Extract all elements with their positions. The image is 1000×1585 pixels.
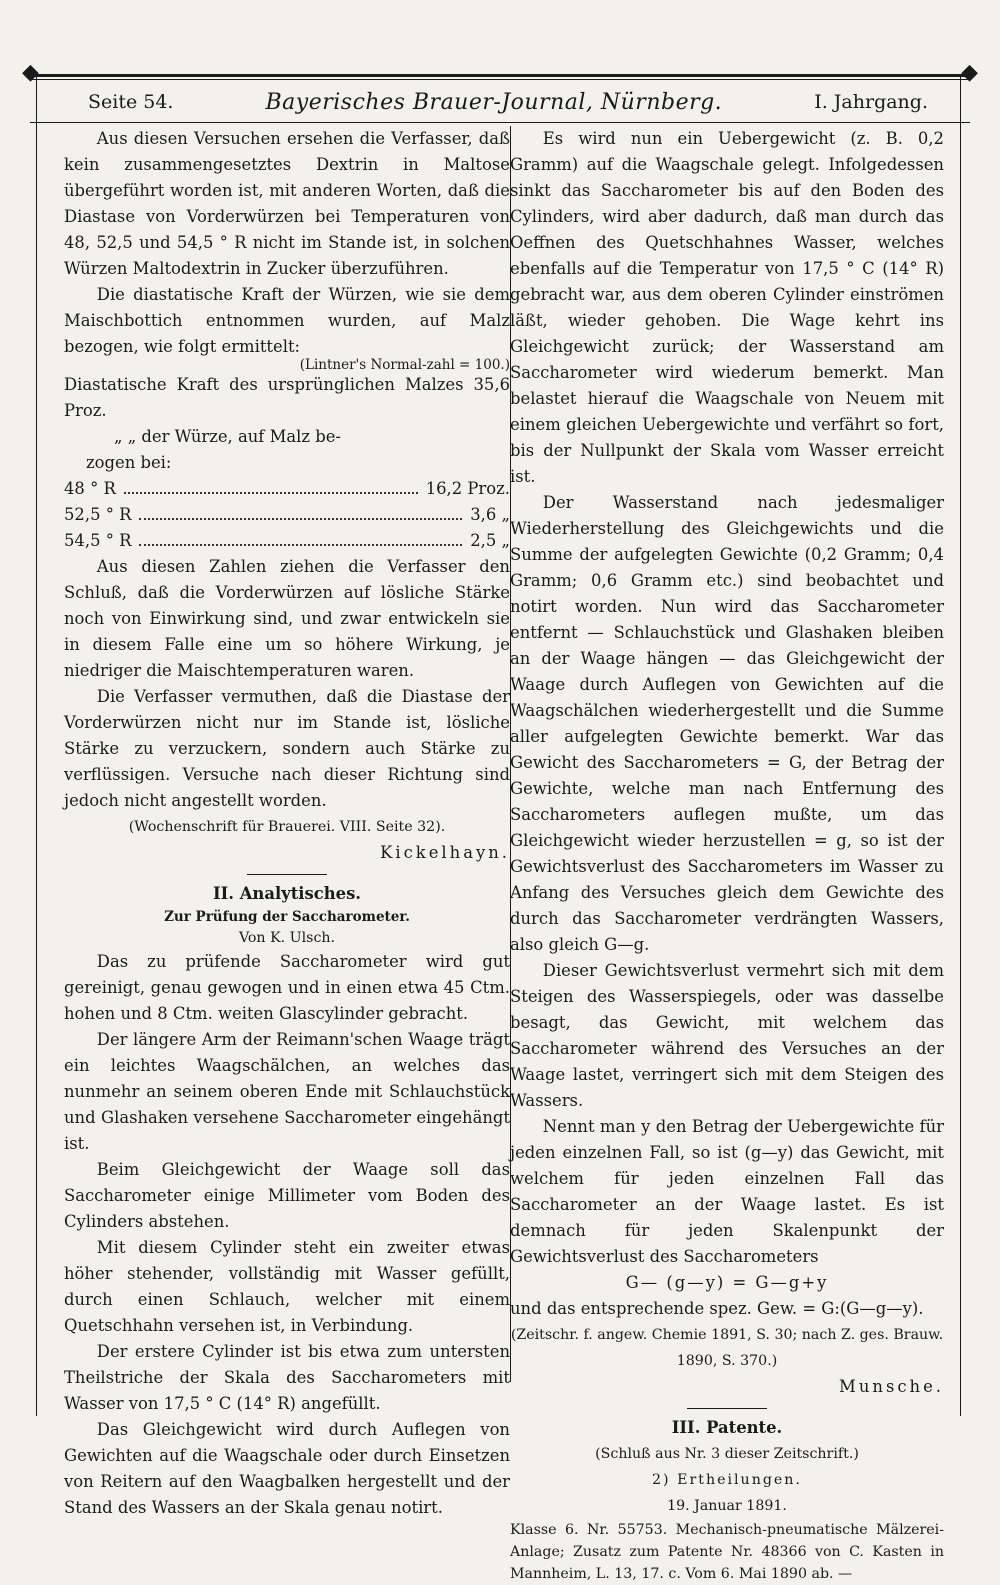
section-date: 19. Januar 1891.: [667, 1498, 787, 1514]
source-citation: (Zeitschr. f. angew. Chemie 1891, S. 30; nach Z. ges. Brauw. 1890, S. 370.): [510, 1327, 944, 1369]
page-header: [88, 86, 928, 118]
volume-label: I. Jahrgang.: [814, 91, 928, 113]
header-rule: [30, 122, 970, 123]
section-rule: [247, 874, 327, 875]
paragraph: Der längere Arm der Reimann'schen Waage trägt ein leichtes Waagschälchen, an welches das nunmehr an seinem oberen Ende mit Schlauchstück und Glashaken versehene Saccharometer eingehängt ist.: [64, 1030, 510, 1153]
lintner-note: (Lintner's Normal-zahl = 100.): [299, 357, 510, 373]
paragraph: Der Wasserstand nach jedesmaliger Wiederherstellung des Gleichgewichts und die Summe der aufgelegten Gewichte (0,2 Gramm; 0,4 Gramm; 0,6 Gramm etc.) sind beobachtet und notirt worden. Nun wird das Saccharometer entfernt — Schlauchstück und Glashaken bleiben an der Waage hängen — das Gleichgewicht der Waage durch Auflegen von Gewichten auf die Waagschälchen wiederhergestellt und die Summe aller aufgelegten Gewichte bemerkt. War das Gewicht des Saccharometers = G, der Betrag der Gewichte, welche man nach Entfernung des Saccharometers auflegen mußte, um das Gleichgewicht wieder herzustellen = g, so ist der Gewichtsverlust des Saccharometers im Wasser zu Anfang des Versuches gleich dem Gewichte des durch das Saccharometer verdrängten Wassers, also gleich G—g.: [510, 493, 944, 954]
top-rule: [30, 74, 970, 77]
paragraph: Aus diesen Zahlen ziehen die Verfasser den Schluß, daß die Vorderwürzen auf lösliche Stärke noch von Einwirkung sind, und zwar entwickeln sie in diesem Falle eine um so höhere Wirkung, je niedriger die Maischtemperaturen waren.: [64, 557, 510, 680]
paragraph: Nennt man y den Betrag der Uebergewichte für jeden einzelnen Fall, so ist (g—y) das Gewicht, mit welchem für jeden einzelnen Fall das Saccharometer an der Waage lastet. Es ist demnach für jeden Skalenpunkt der Gewichtsverlust des Saccharometers: [510, 1117, 944, 1266]
equation: G— (g—y) = G—g+y: [625, 1273, 829, 1292]
left-column: [64, 126, 510, 1521]
paragraph: Mit diesem Cylinder steht ein zweiter etwas höher stehender, vollständig mit Wasser gefüllt, durch einen Schlauch, welcher mit einem Quetschhahn versehen ist, in Verbindung.: [64, 1238, 510, 1335]
paragraph: Das zu prüfende Saccharometer wird gut gereinigt, genau gewogen und in einen etwa 45 Ctm. hohen und 8 Ctm. weiten Glascylinder gebracht.: [64, 952, 510, 1023]
paragraph: Klasse 6. Nr. 55753. Mechanisch-pneumatische Mälzerei-Anlage; Zusatz zum Patente Nr. 48366 von C. Kasten in Mannheim, L. 13, 17. c. Vom 6. Mai 1890 ab. —: [510, 1522, 944, 1582]
table-row: 52,5 ° R 3,6 „: [64, 502, 510, 528]
paragraph: Aus diesen Versuchen ersehen die Verfasser, daß kein zusammengesetztes Dextrin in Maltose übergeführt worden ist, mit anderen Worten, daß die Diastase von Vorderwürzen bei Temperaturen von 48, 52,5 und 54,5 ° R nicht im Stande ist, in solchen Würzen Maltodextrin in Zucker überzuführen.: [64, 129, 510, 278]
paragraph: Der erstere Cylinder ist bis etwa zum untersten Theilstriche der Skala des Saccharometers mit Wasser von 17,5 ° C (14° R) angefüllt.: [64, 1342, 510, 1413]
corner-ornament-left-icon: ◆: [22, 60, 39, 85]
section-subtitle: (Schluß aus Nr. 3 dieser Zeitschrift.): [595, 1446, 859, 1462]
right-border: [960, 75, 961, 1416]
table-row: 48 ° R 16,2 Proz.: [64, 476, 510, 502]
paragraph: Die Verfasser vermuthen, daß die Diastase der Vorderwürzen nicht nur im Stande ist, lösliche Stärke zu verzuckern, sondern auch Stärke zu verflüssigen. Versuche nach dieser Richtung sind jedoch nicht angestellt worden.: [64, 687, 510, 810]
article-title: Zur Prüfung der Saccharometer.: [164, 909, 410, 925]
paragraph: Beim Gleichgewicht der Waage soll das Saccharometer einige Millimeter vom Boden des Cylinders abstehen.: [64, 1160, 510, 1231]
source-citation: (Wochenschrift für Brauerei. VIII. Seite 32).: [128, 819, 446, 835]
article-author: Von K. Ulsch.: [238, 930, 336, 946]
diastase-line: „ „ der Würze, auf Malz be-: [114, 427, 341, 446]
paragraph: Dieser Gewichtsverlust vermehrt sich mit dem Steigen des Wasserspiegels, oder was dasselbe besagt, das Gewicht, mit welchem das Saccharometer während des Versuches an der Waage lastet, verringert sich mit dem Steigen des Wassers.: [510, 961, 944, 1110]
left-border: [36, 75, 37, 1416]
top-rule-thin: [30, 79, 970, 80]
section-title: II. Analytisches.: [212, 884, 362, 903]
section-rule: [687, 1408, 767, 1409]
journal-title: Bayerisches Brauer-Journal, Nürnberg.: [265, 89, 723, 115]
table-row: 54,5 ° R 2,5 „: [64, 528, 510, 554]
section-title: III. Patente.: [671, 1418, 783, 1437]
diastase-line: Diastatische Kraft des ursprünglichen Malzes 35,6 Proz.: [64, 375, 510, 420]
paragraph: Die diastatische Kraft der Würzen, wie sie dem Maischbottich entnommen wurden, auf Malz bezogen, wie folgt ermittelt:: [64, 285, 510, 356]
section-subtitle: 2) Ertheilungen.: [652, 1472, 802, 1488]
paragraph: Das Gleichgewicht wird durch Auflegen von Gewichten auf die Waagschale oder durch Einsetzen von Reitern auf den Waagbalken hergestellt und der Stand des Wassers an der Skala genau notirt.: [64, 1420, 510, 1517]
paragraph: Es wird nun ein Uebergewicht (z. B. 0,2 Gramm) auf die Waagschale gelegt. Infolgedessen sinkt das Saccharometer bis auf den Boden des Cylinders, wird aber dadurch, daß man durch das Oeffnen des Quetschhahnes Wasser, welches ebenfalls auf die Temperatur von 17,5 ° C (14° R) gebracht war, aus dem oberen Cylinder einströmen läßt, wieder gehoben. Die Wage kehrt ins Gleichgewicht zurück; der Wasserstand am Saccharometer wird wiederum bemerkt. Man belastet hierauf die Waagschale von Neuem mit einem gleichen Uebergewichte und verfährt so fort, bis der Nullpunkt der Skala vom Wasser erreicht ist.: [510, 129, 944, 486]
corner-ornament-right-icon: ◆: [961, 60, 978, 85]
signature: Munsche.: [839, 1377, 944, 1396]
signature: Kickelhayn.: [380, 843, 510, 862]
paragraph: und das entsprechende spez. Gew. = G:(G—g—y).: [510, 1299, 924, 1318]
diastase-line: zogen bei:: [86, 453, 172, 472]
right-column: [510, 126, 944, 1585]
page-number: Seite 54.: [88, 91, 174, 113]
